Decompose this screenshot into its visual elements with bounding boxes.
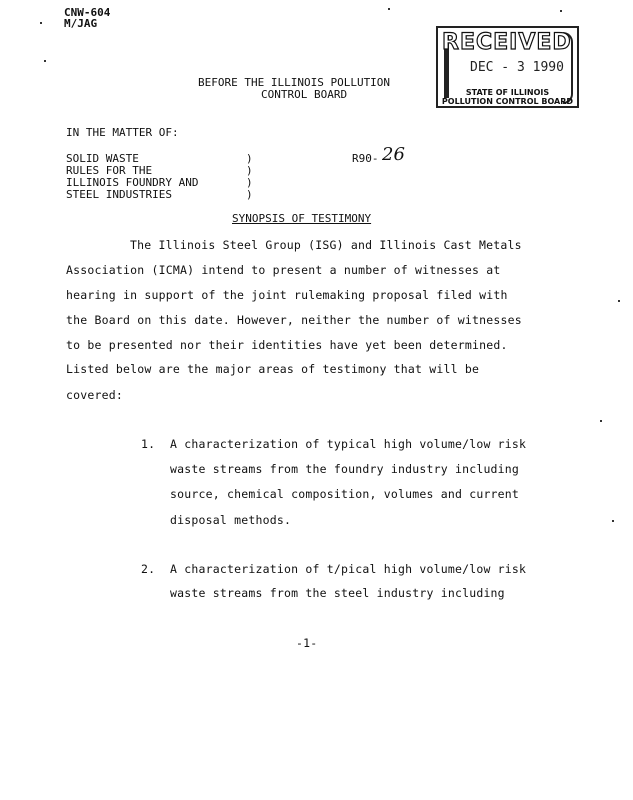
page-number: -1-	[296, 636, 318, 650]
item-line: source, chemical composition, volumes and current	[170, 487, 520, 501]
item-number: 2.	[141, 562, 156, 576]
paragraph-line: to be presented nor their identities have yet been determined.	[66, 338, 508, 352]
paragraph-line: hearing in support of the joint rulemaking proposal filed with	[66, 288, 508, 302]
item-line: A characterization of t/pical high volume/low risk	[170, 562, 527, 576]
scan-speck	[600, 420, 602, 422]
paragraph-line: covered:	[66, 388, 123, 402]
paragraph-line: the Board on this date. However, neither the number of witnesses	[66, 313, 522, 327]
matter-line: SOLID WASTE	[66, 152, 139, 165]
item-line: disposal methods.	[170, 513, 292, 527]
paragraph-line: Association (ICMA) intend to present a number of witnesses at	[66, 263, 501, 277]
scan-speck	[612, 520, 614, 522]
scan-speck	[40, 22, 42, 24]
bracket: )	[246, 152, 253, 165]
matter-line: RULES FOR THE	[66, 164, 153, 177]
scan-speck	[560, 10, 562, 12]
author-initials: M/JAG	[64, 17, 98, 30]
section-title: SYNOPSIS OF TESTIMONY	[232, 212, 372, 225]
item-line: waste streams from the steel industry including	[170, 586, 505, 600]
stamp-title: RECEIVED	[442, 30, 572, 55]
stamp-board: POLLUTION CONTROL BOARD	[441, 97, 574, 106]
matter-line: STEEL INDUSTRIES	[66, 188, 172, 201]
received-stamp	[436, 26, 579, 108]
stamp-state: STATE OF ILLINOIS	[465, 88, 550, 97]
matter-line: ILLINOIS FOUNDRY AND	[66, 176, 199, 189]
item-line: waste streams from the foundry industry including	[170, 462, 520, 476]
matter-intro: IN THE MATTER OF:	[66, 126, 179, 139]
bracket: )	[246, 176, 253, 189]
scan-speck	[618, 300, 620, 302]
document-code: CNW-604	[64, 6, 111, 19]
scan-speck	[388, 8, 390, 10]
bracket: )	[246, 188, 253, 201]
item-number: 1.	[141, 437, 156, 451]
scan-speck	[44, 60, 46, 62]
docket-prefix: R90-	[352, 152, 379, 165]
caption-line1: BEFORE THE ILLINOIS POLLUTION	[198, 76, 391, 89]
item-line: A characterization of typical high volume/low risk	[170, 437, 527, 451]
caption-line2: CONTROL BOARD	[261, 88, 348, 101]
docket-number-handwritten: 26	[382, 144, 405, 165]
paragraph-line: The Illinois Steel Group (ISG) and Illinois Cast Metals	[130, 238, 522, 252]
stamp-date: DEC - 3 1990	[470, 60, 564, 75]
bracket: )	[246, 164, 253, 177]
paragraph-line: Listed below are the major areas of testimony that will be	[66, 362, 480, 376]
